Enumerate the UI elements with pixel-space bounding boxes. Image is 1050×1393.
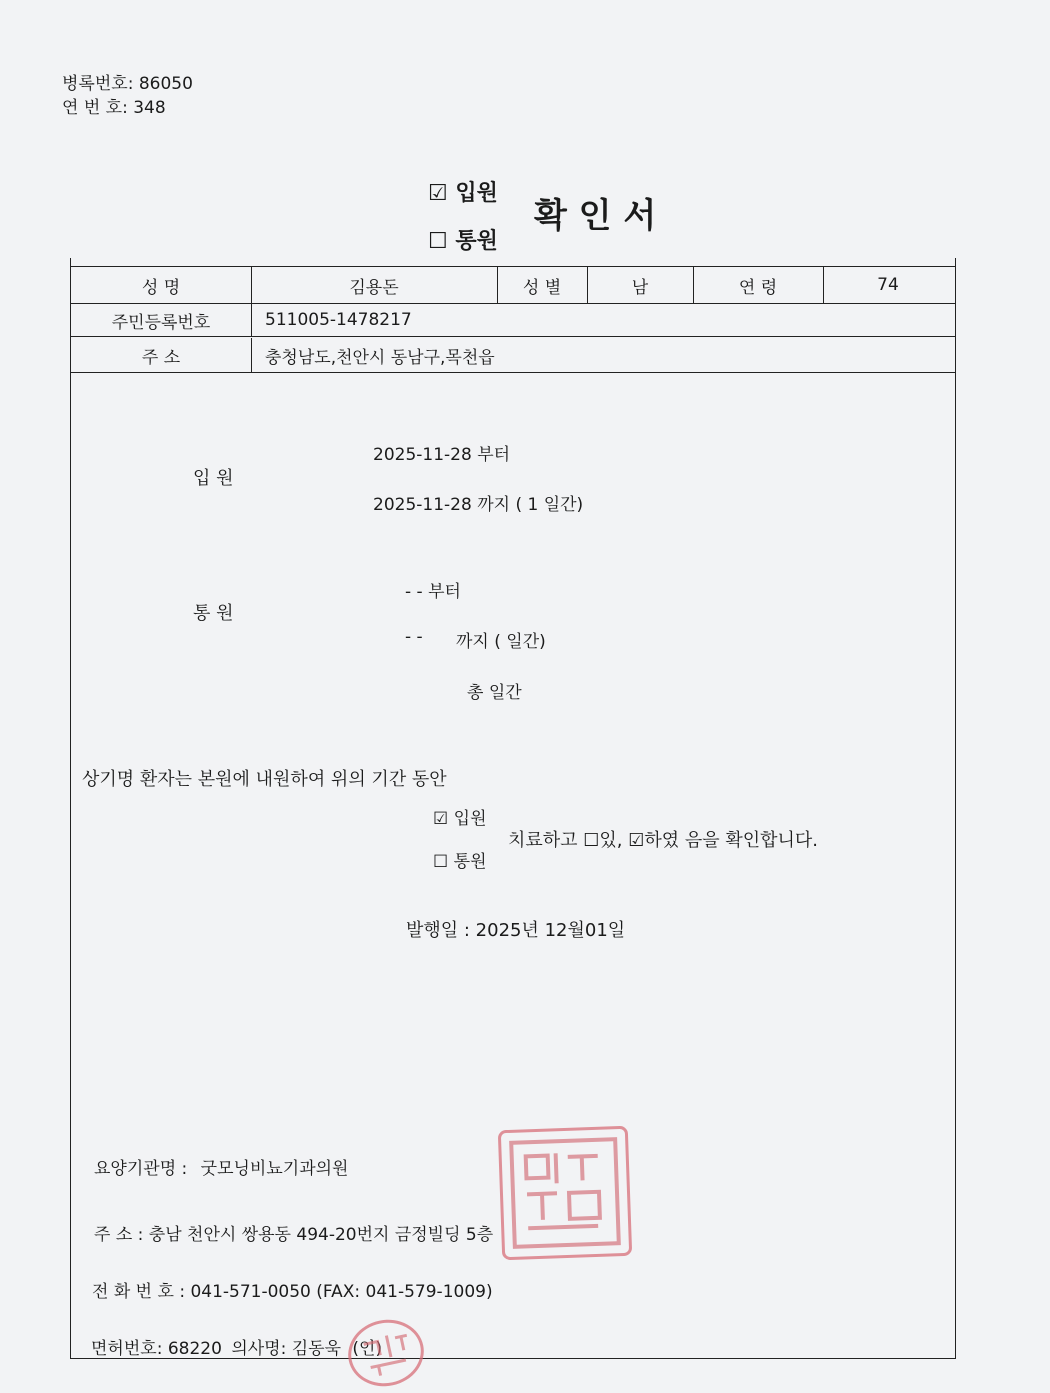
- statement-line-1: 상기명 환자는 본원에 내원하여 위의 기간 동안: [82, 769, 447, 790]
- outpatient-to: 까지 ( 일간): [456, 632, 546, 652]
- rrn-value: 511005-1478217: [265, 310, 412, 330]
- statement-check-admission: ☑ 입원: [433, 809, 487, 829]
- title-option-admission: ☑ 입원: [428, 181, 498, 206]
- name-label: 성 명: [71, 267, 252, 303]
- outpatient-to-dashes: - -: [405, 627, 423, 647]
- page-title: 확 인 서: [534, 196, 657, 236]
- doctor-seal-graphic: [349, 1320, 423, 1386]
- outpatient-label: 통 원: [193, 603, 234, 624]
- rrn-label: 주민등록번호: [71, 304, 252, 336]
- age-label: 연 령: [693, 267, 824, 303]
- statement-check-outpatient: ☐ 통원: [433, 852, 487, 872]
- doctor-license: 면허번호: 68220 의사명: 김동욱 (인): [91, 1339, 383, 1359]
- age-value: 74: [877, 275, 899, 295]
- name-value: 김용돈: [251, 267, 498, 303]
- address-value: 충청남도,천안시 동남구,목천읍: [265, 347, 495, 368]
- statement-line-2: 치료하고 ☐있, ☑하였 음을 확인합니다.: [508, 830, 819, 851]
- sex-value: 남: [587, 267, 694, 303]
- title-option-outpatient: ☐ 통원: [428, 229, 498, 254]
- clinic-seal: [498, 1126, 632, 1260]
- outpatient-from: - - 부터: [405, 582, 461, 602]
- serial-number: 연 번 호: 348: [62, 98, 166, 118]
- admission-label: 입 원: [193, 468, 234, 489]
- institution-name: 요양기관명 : 굿모닝비뇨기과의원: [94, 1159, 349, 1179]
- institution-address: 주 소 : 충남 천안시 쌍용동 494-20번지 금정빌딩 5층: [94, 1225, 494, 1245]
- admission-to: 2025-11-28 까지 ( 1 일간): [373, 495, 584, 515]
- issue-date: 발행일 : 2025년 12월01일: [406, 920, 626, 941]
- ward-number: 병록번호: 86050: [62, 74, 193, 94]
- admission-from: 2025-11-28 부터: [373, 445, 511, 465]
- clinic-seal-graphic: [505, 1133, 625, 1253]
- address-label: 주 소: [71, 338, 252, 372]
- institution-phone: 전 화 번 호 : 041-571-0050 (FAX: 041-579-1009): [92, 1282, 493, 1302]
- outpatient-total: 총 일간: [467, 683, 522, 703]
- sex-label: 성 별: [497, 267, 588, 303]
